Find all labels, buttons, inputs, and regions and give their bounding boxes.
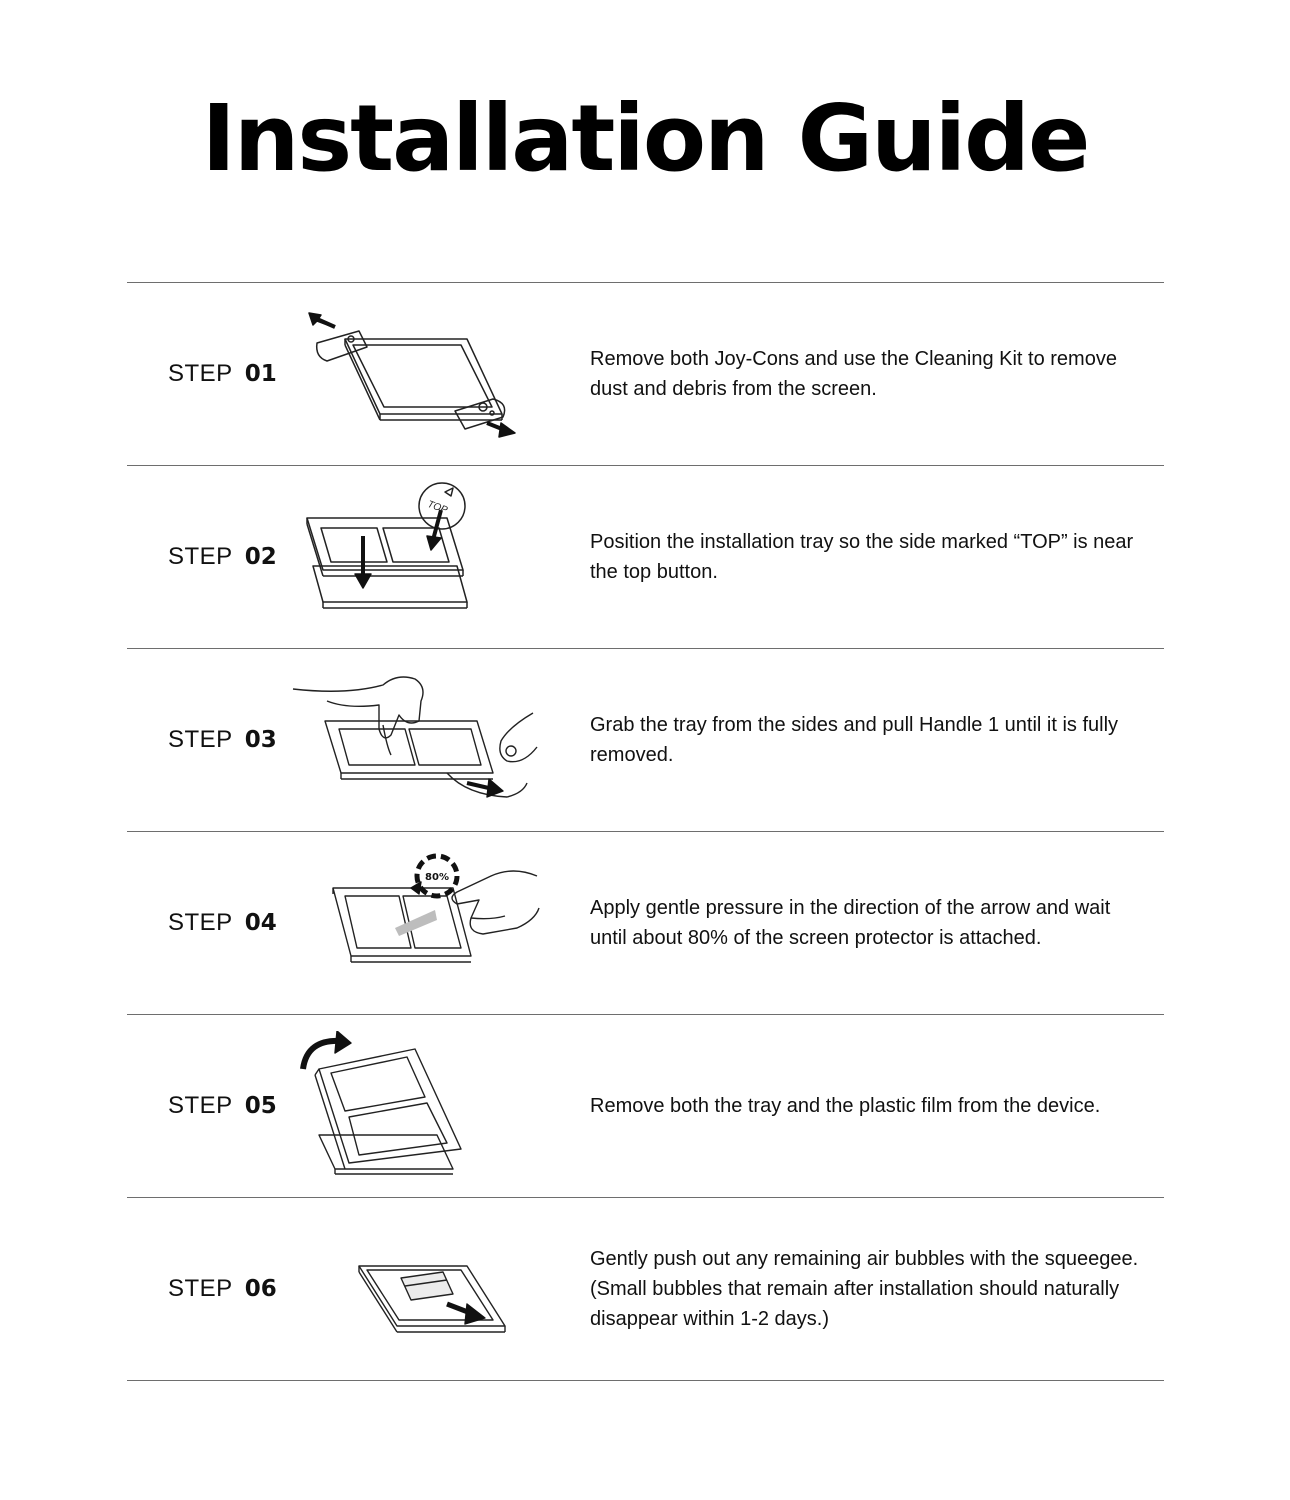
step-description-text: Remove both Joy-Cons and use the Cleaning Kit to remove dust and debris from the screen. [590, 348, 1117, 400]
squeegee-bubbles-icon [287, 1214, 547, 1366]
step-row [127, 1198, 1164, 1381]
step-description-text: Gently push out any remaining air bubbles with the squeegee. (Small bubbles that remain after installation should naturally disappear within 1-2 days.) [590, 1248, 1139, 1330]
step-description [590, 1015, 1150, 1197]
step-number: 02 [244, 544, 277, 570]
step-label [168, 832, 277, 1014]
step-description-text: Remove both the tray and the plastic film from the device. [590, 1095, 1101, 1117]
step-description-text: Position the installation tray so the side marked “TOP” is near the top button. [590, 531, 1134, 583]
step-word: STEP [168, 726, 233, 753]
steps-list [127, 282, 1164, 1381]
step-row [127, 832, 1164, 1015]
step-description [590, 1198, 1150, 1380]
step-number: 06 [244, 1276, 277, 1302]
percent-marker-label: 80% [425, 872, 449, 883]
step-label [168, 1198, 277, 1380]
top-marker-label: TOP [425, 498, 449, 517]
step-description [590, 283, 1150, 465]
step-word: STEP [168, 909, 233, 936]
step-number: 01 [244, 361, 277, 387]
step-word: STEP [168, 1092, 233, 1119]
console-remove-joycons-icon [287, 299, 547, 451]
page-title: Installation Guide [201, 85, 1089, 192]
pull-handle-icon [287, 665, 547, 817]
tray-top-position-icon [287, 482, 547, 634]
step-number: 05 [244, 1093, 277, 1119]
step-row [127, 1015, 1164, 1198]
remove-tray-film-icon [287, 1031, 547, 1183]
step-description-text: Grab the tray from the sides and pull Handle 1 until it is fully removed. [590, 714, 1119, 766]
step-label [168, 283, 277, 465]
step-description-text: Apply gentle pressure in the direction of the arrow and wait until about 80% of the screen protector is attached. [590, 897, 1111, 949]
step-row [127, 466, 1164, 649]
step-label [168, 649, 277, 831]
step-description [590, 466, 1150, 648]
step-row [127, 283, 1164, 466]
step-word: STEP [168, 543, 233, 570]
step-number: 03 [244, 727, 277, 753]
step-label [168, 1015, 277, 1197]
step-row [127, 649, 1164, 832]
step-word: STEP [168, 360, 233, 387]
step-label [168, 466, 277, 648]
step-description [590, 832, 1150, 1014]
step-word: STEP [168, 1275, 233, 1302]
step-description [590, 649, 1150, 831]
apply-pressure-icon [287, 848, 547, 1000]
step-number: 04 [244, 910, 277, 936]
